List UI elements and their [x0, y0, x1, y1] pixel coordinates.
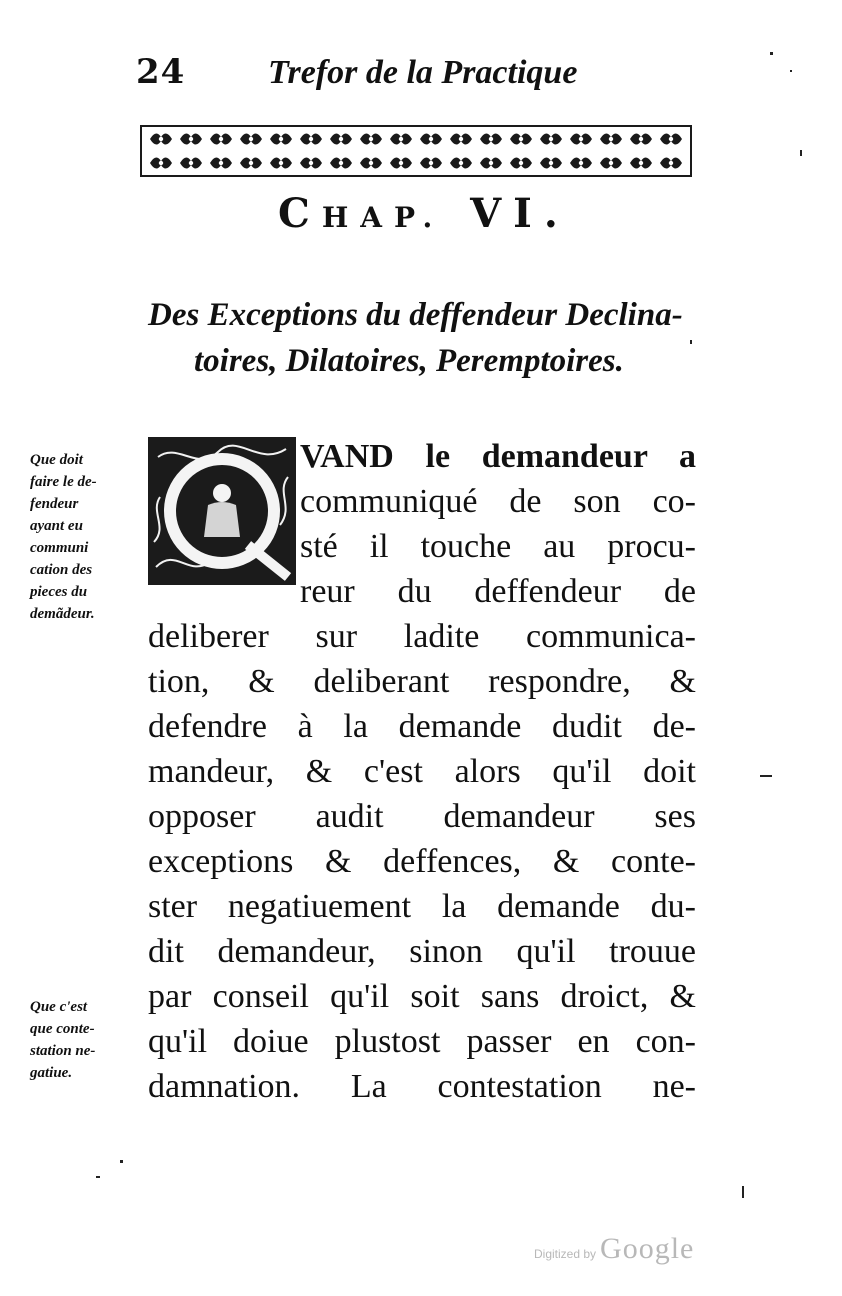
body-line: VAND le demandeur a	[300, 438, 696, 475]
body-line: dit demandeur, sinon qu'il trouue	[148, 933, 696, 970]
marginal-note-line: fendeur	[30, 496, 79, 512]
marginal-note-line: Que doit	[30, 452, 83, 468]
marginal-note-line: communi	[30, 540, 89, 556]
body-line: mandeur, & c'est alors qu'il doit	[148, 753, 696, 790]
body-line: defendre à la demande dudit de-	[148, 708, 696, 745]
body-line: opposer audit demandeur ses	[148, 798, 696, 835]
body-line: reur du deffendeur de	[300, 573, 696, 610]
marginal-note-line: ayant eu	[30, 518, 83, 534]
chapter-heading-initial: C	[278, 190, 322, 237]
body-line: exceptions & deffences, & conte-	[148, 843, 696, 880]
marginal-note-line: Que c'est	[30, 999, 88, 1015]
marginal-note-line: que conte-	[30, 1021, 95, 1037]
body-line: communiqué de son co-	[300, 483, 696, 520]
body-line: tion, & deliberant respondre, &	[148, 663, 696, 700]
watermark-google-logo: Google	[600, 1232, 695, 1265]
watermark-digitized-by: Digitized by	[534, 1247, 597, 1261]
marginal-note-line: station ne-	[30, 1043, 96, 1059]
running-title: Trefor de la Practique	[268, 54, 578, 91]
chapter-number: VI.	[470, 190, 570, 237]
body-line: damnation. La contestation ne-	[148, 1068, 696, 1105]
chapter-subtitle-line-1: Des Exceptions du deffendeur Declina-	[148, 297, 683, 333]
body-line: par conseil qu'il soit sans droict, &	[148, 978, 696, 1015]
body-line: sté il touche au procu-	[300, 528, 696, 565]
marginal-note-line: cation des	[30, 562, 93, 578]
marginal-note-line: pieces du	[30, 584, 88, 600]
chapter-subtitle-line-2: toires, Dilatoires, Peremptoires.	[194, 343, 624, 379]
chapter-heading-word: HAP.	[321, 201, 445, 234]
body-line: qu'il doiue plustost passer en con-	[148, 1023, 696, 1060]
marginal-note-line: demãdeur.	[30, 606, 95, 622]
page-number: 24	[136, 52, 186, 92]
body-line: deliberer sur ladite communica-	[148, 618, 696, 655]
body-line: ster negatiuement la demande du-	[148, 888, 696, 925]
marginal-note-line: faire le de-	[30, 474, 97, 490]
marginal-note-line: gatiue.	[30, 1065, 73, 1081]
